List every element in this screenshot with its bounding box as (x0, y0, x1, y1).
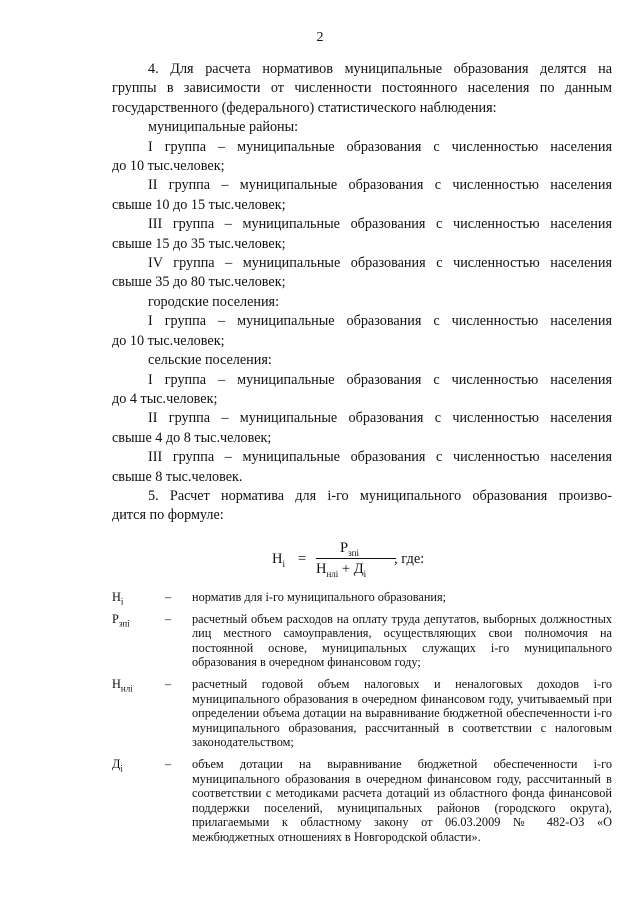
definition-item (112, 757, 612, 845)
definition-item (112, 612, 612, 670)
rs-group-3-line-2: свыше 8 тыс.человек. (112, 468, 243, 485)
definition-dash: – (165, 756, 172, 771)
rs-group-3-line-1: III группа – муниципальные образования с численностью населения (148, 449, 612, 466)
md-group-2-line-2: свыше 10 до 15 тыс.человек; (112, 196, 286, 213)
definition-text: расчетный годовой объем налоговых и неналоговых доходов i-го муниципального образования в очередном финансовом году, учитываемый при определении объема дотации на выравнивание бюджетной обеспеченности i-го муниципального образования, рассчитанный в соответствии с налоговым законодательством; (192, 676, 612, 750)
definition-dash: – (165, 611, 172, 626)
formula-numerator: $Р_{зпi}$ (340, 540, 359, 558)
definition-symbol: $Р_{зпi}$ (112, 611, 130, 629)
paragraph-5-line-2: дится по формуле: (112, 507, 224, 524)
formula-where: , где: (394, 551, 425, 567)
page-number: 2 (316, 30, 324, 45)
definition-symbol: $Н_{нлi}$ (112, 676, 133, 694)
md-group-1-line-1: I группа – муниципальные образования с численностью населения (148, 138, 612, 155)
formula-equals: = (298, 551, 307, 567)
us-group-1-line-1: I группа – муниципальные образования с численностью населения (148, 313, 612, 330)
md-group-2-line-1: II группа – муниципальные образования с численностью населения (148, 177, 612, 194)
municipal-districts-header: муниципальные районы: (148, 119, 299, 136)
main-text (112, 60, 612, 526)
fraction-bar (316, 558, 396, 559)
rs-group-2-line-1: II группа – муниципальные образования с численностью населения (148, 410, 612, 427)
md-group-4-line-1: IV группа – муниципальные образования с численностью населения (148, 255, 612, 272)
definition-item (112, 677, 612, 750)
definition-symbol: $Д_i$ (112, 756, 123, 774)
md-group-3-line-2: свыше 15 до 35 тыс.человек; (112, 235, 286, 252)
paragraph-4-line-3: государственного (федерального) статистического наблюдения: (112, 99, 497, 116)
paragraph-4-line-1: 4. Для расчета нормативов муниципальные образования делятся на (148, 61, 612, 77)
us-group-1-line-2: до 10 тыс.человек; (112, 332, 225, 349)
definition-text: норматив для i-го муниципального образования; (192, 590, 447, 604)
definition-dash: – (165, 590, 172, 604)
paragraph-4-line-2: группы в зависимости от численности постоянного населения по данным (112, 80, 612, 97)
definition-dash: – (165, 676, 172, 691)
rural-settlements-header: сельские поселения: (148, 352, 272, 369)
urban-settlements-header: городские поселения: (148, 293, 280, 310)
definition-symbol: $Н_i$ (112, 590, 124, 607)
definitions-list (112, 590, 612, 852)
definition-text: объем дотации на выравнивание бюджетной обеспеченности i-го муниципального образования в очередном финансовом году, рассчитанный в соответствии с методиками расчета дотаций из областного фонда финансовой поддержки поселений, муниципальных районов (городского округа), прилагаемыми к областному закону от 06.03.2009 № 482-ОЗ «О межбюджетных отношениях в Новгородской области». (192, 756, 612, 844)
rs-group-2-line-2: свыше 4 до 8 тыс.человек; (112, 429, 272, 446)
definition-item (112, 590, 612, 605)
rs-group-1-line-1: I группа – муниципальные образования с численностью населения (148, 371, 612, 388)
formula-denominator: $Н_{нлi} + Д_i$ (316, 561, 367, 579)
md-group-1-line-2: до 10 тыс.человек; (112, 158, 225, 175)
rs-group-1-line-2: до 4 тыс.человек; (112, 390, 218, 407)
definition-text: расчетный объем расходов на оплату труда депутатов, выборных должностных лиц местного самоуправления, осуществляющих свои полномочия на постоянной основе, муниципальных служащих i-го муниципального образования в очередном финансовом году; (192, 611, 612, 670)
formula-lhs: $Н_i$ (272, 551, 285, 569)
paragraph-5-line-1: 5. Расчет норматива для i-го муниципального образования произво- (148, 487, 612, 504)
md-group-3-line-1: III группа – муниципальные образования с численностью населения (148, 216, 612, 233)
md-group-4-line-2: свыше 35 до 80 тыс.человек; (112, 274, 286, 291)
